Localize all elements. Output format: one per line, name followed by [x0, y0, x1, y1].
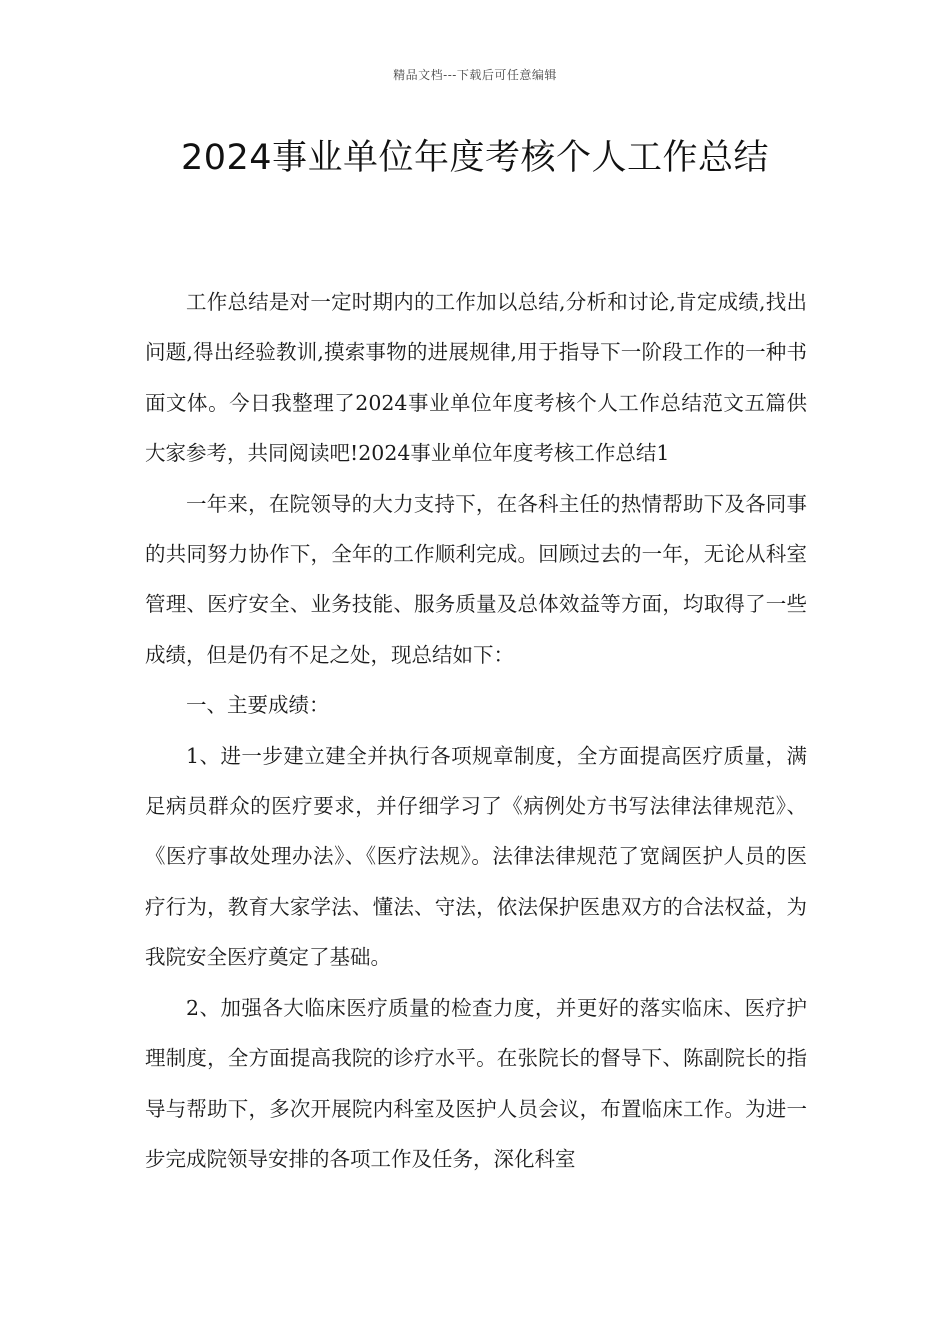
document-body [145, 277, 807, 1184]
header-note: 精品文档---下载后可任意编辑 [393, 68, 557, 82]
section-heading-main-achievements: 一、主要成绩： [186, 693, 330, 718]
paragraph-intro: 工作总结是对一定时期内的工作加以总结,分析和讨论,肯定成绩,找出问题,得出经验教训,摸索事物的进展规律,用于指导下一阶段工作的一种书面文体。今日我整理了2024事业单位年度考核个人工作总结范文五篇供大家参考，共同阅读吧!2024事业单位年度考核工作总结1 [145, 290, 807, 466]
paragraph-item-2: 2、加强各大临床医疗质量的检查力度，并更好的落实临床、医疗护理制度，全方面提高我院的诊疗水平。在张院长的督导下、陈副院长的指导与帮助下，多次开展院内科室及医护人员会议，布置临床工作。为进一步完成院领导安排的各项工作及任务，深化科室 [145, 995, 807, 1171]
document-title: 2024事业单位年度考核个人工作总结 [180, 138, 770, 178]
paragraph-item-1: 1、进一步建立建全并执行各项规章制度，全方面提高医疗质量，满足病员群众的医疗要求，并仔细学习了《病例处方书写法律法律规范》、《医疗事故处理办法》、《医疗法规》。法律法律规范了宽阔医护人员的医疗行为，教育大家学法、懂法、守法，依法保护医患双方的合法权益，为我院安全医疗奠定了基础。 [145, 743, 807, 970]
paragraph-overview: 一年来，在院领导的大力支持下，在各科主任的热情帮助下及各同事的共同努力协作下，全年的工作顺利完成。回顾过去的一年，无论从科室管理、医疗安全、业务技能、服务质量及总体效益等方面，均取得了一些成绩，但是仍有不足之处，现总结如下： [145, 491, 807, 667]
